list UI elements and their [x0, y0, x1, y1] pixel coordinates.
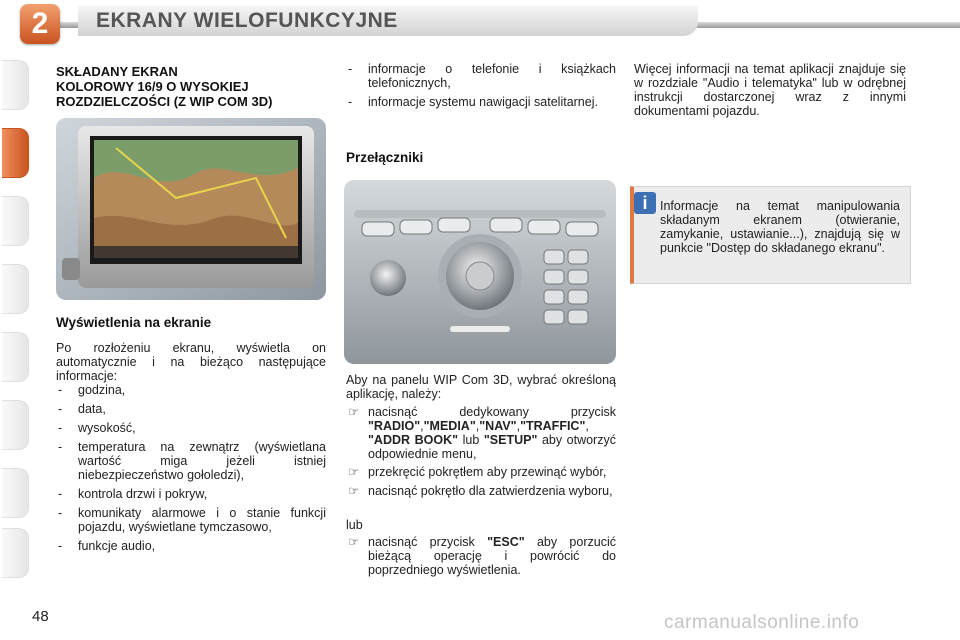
chapter-tab-2-active[interactable]: [2, 128, 29, 178]
chapter-badge: [20, 4, 60, 44]
col1-heading: [56, 64, 336, 109]
chapter-tab-5[interactable]: [2, 332, 29, 382]
chapter-number: 2: [31, 7, 49, 40]
chapter-tab-4[interactable]: [2, 264, 29, 314]
info-icon: i: [634, 192, 656, 214]
list-item: - godzina,: [58, 383, 126, 397]
step-item: ☞ nacisnąć dedykowany przycisk "RADIO","MEDIA","NAV","TRAFFIC", "ADDR BOOK" lub "SETUP" aby otworzyć odpowiednie menu,: [348, 405, 616, 461]
chapter-tab-6[interactable]: [2, 400, 29, 450]
control-panel-photo: [344, 180, 616, 364]
step-item: ☞ nacisnąć przycisk "ESC" aby porzucić bieżącą operację i powrócić do poprzedniego wyświetlenia.: [348, 535, 616, 577]
control-panel-illustration: [344, 180, 616, 364]
col1-list: [56, 383, 326, 558]
list-item: - informacje o telefonie i książkach telefonicznych,: [348, 62, 616, 90]
col2-top-list: [346, 62, 616, 114]
col3-more-info: Więcej informacji na temat aplikacji znajduje się w rozdziale "Audio i telematyka" lub w odrębnej instrukcji dostarczonej wraz z innymi dokumentami pojazdu.: [634, 62, 906, 118]
folding-screen-illustration: [56, 118, 326, 300]
step-item: ☞ przekręcić pokrętłem aby przewinąć wybór,: [348, 465, 607, 479]
chapter-tab-1[interactable]: [2, 60, 29, 110]
chapter-tab-8[interactable]: [2, 528, 29, 578]
list-item: - kontrola drzwi i pokryw,: [58, 487, 208, 501]
col2-or-label: lub: [346, 518, 363, 532]
col1-intro: Po rozłożeniu ekranu, wyświetla on automatycznie i na bieżąco następujące informacje:: [56, 341, 326, 383]
watermark: carmanualsonline.info: [664, 612, 860, 633]
folding-screen-photo: [56, 118, 326, 300]
page-header: [0, 0, 960, 50]
info-text: Informacje na temat manipulowania składanym ekranem (otwieranie, zamykanie, ustawianie...), znajdują się w punkcie "Dostęp do składanego ekranu".: [660, 199, 900, 255]
col1-subheading: Wyświetlenia na ekranie: [56, 315, 212, 330]
list-item: - wysokość,: [58, 421, 136, 435]
col2-esc-step: [346, 535, 616, 582]
list-item: - data,: [58, 402, 106, 416]
list-item: - funkcje audio,: [58, 539, 156, 553]
chapter-tab-7[interactable]: [2, 468, 29, 518]
chapter-tab-3[interactable]: [2, 196, 29, 246]
col2-heading: Przełączniki: [346, 150, 424, 165]
col1-heading-line-2: KOLOROWY 16/9 O WYSOKIEJ: [56, 79, 249, 94]
list-item: - komunikaty alarmowe i o stanie funkcji pojazdu, wyświetlane tymczasowo,: [58, 506, 326, 534]
list-item: - informacje systemu nawigacji satelitarnej.: [348, 95, 598, 109]
step-item: ☞ nacisnąć pokrętło dla zatwierdzenia wyboru,: [348, 484, 613, 498]
page-title: EKRANY WIELOFUNKCYJNE: [96, 9, 398, 32]
chapter-tabs: [0, 60, 30, 580]
col2-steps: [346, 405, 616, 503]
col1-heading-line-3: ROZDZIELCZOŚCI (Z WIP COM 3D): [56, 94, 273, 109]
col1-heading-line-1: SKŁADANY EKRAN: [56, 64, 178, 79]
page-number: 48: [32, 608, 49, 625]
list-item: - temperatura na zewnątrz (wyświetlana wartość miga jeżeli istniej niebezpieczeństwo gołoledzi),: [58, 440, 326, 482]
col2-intro: Aby na panelu WIP Com 3D, wybrać określoną aplikację, należy:: [346, 373, 616, 401]
